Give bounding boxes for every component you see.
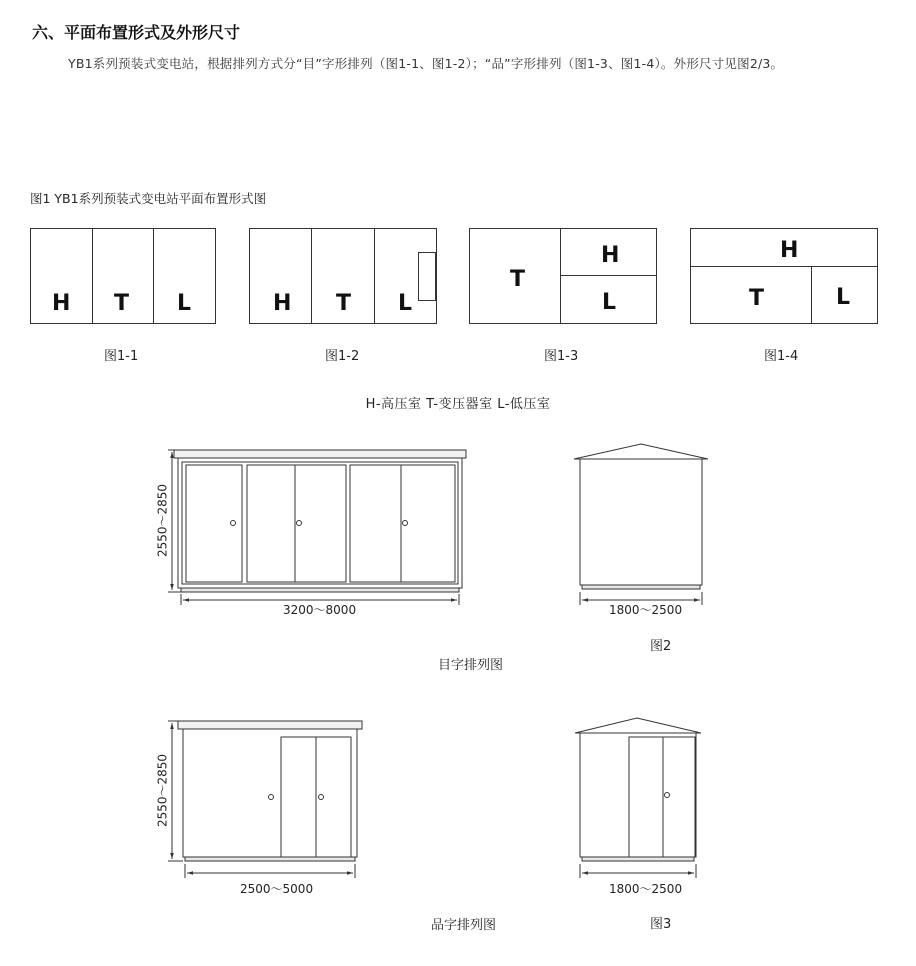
- plan-1-2-letter-t: T: [336, 291, 352, 316]
- fig3-side-elevation: [575, 718, 701, 861]
- fig2-caption: 目字排列图: [438, 658, 504, 673]
- plan-1-2-letter-h: H: [273, 291, 292, 316]
- fig3-front-elevation: [178, 721, 362, 861]
- plan-1-4-letter-t: T: [749, 286, 765, 311]
- fig2-front-elevation: [174, 450, 466, 592]
- plan-1-2-caption: 图1-2: [325, 349, 360, 364]
- plan-1-1-letter-l: L: [177, 291, 192, 316]
- plan-1-3-letter-t: T: [510, 267, 526, 292]
- plan-1-4-letter-h: H: [780, 238, 799, 263]
- fig3-caption: 品字排列图: [431, 918, 497, 933]
- fig3-side-caption: 图3: [650, 917, 672, 932]
- fig2-side-width-label: 1800～2500: [609, 603, 683, 617]
- fig3-width-label: 2500～5000: [240, 882, 314, 896]
- plan-1-3-letter-l: L: [602, 290, 617, 315]
- plan-1-1-letter-h: H: [52, 291, 71, 316]
- plan-1-4-caption: 图1-4: [764, 349, 799, 364]
- plan-1-1-letter-t: T: [114, 291, 130, 316]
- fig3-height-label: 2550～2850: [155, 753, 170, 828]
- section-heading: 六、平面布置形式及外形尺寸: [32, 23, 241, 42]
- fig3-side-width-dimension: [580, 864, 696, 878]
- fig2-side-elevation: [574, 444, 708, 589]
- plan-1-3-letter-h: H: [601, 243, 620, 268]
- plan-1-1-caption: 图1-1: [104, 349, 139, 364]
- plan-1-3-caption: 图1-3: [544, 349, 579, 364]
- fig2-height-label: 2550～2850: [155, 483, 170, 558]
- fig3-width-dimension: [185, 864, 355, 878]
- plan-1-4-letter-l: L: [836, 285, 851, 310]
- room-legend: H-高压室 T-变压器室 L-低压室: [365, 397, 551, 412]
- figure1-title: 图1 YB1系列预装式变电站平面布置形式图: [30, 191, 267, 206]
- intro-paragraph: YB1系列预装式变电站，根据排列方式分“目”字形排列（图1-1、图1-2）；“品”字形排列（图1-3、图1-4）。外形尺寸见图2/3。: [68, 56, 784, 71]
- fig2-width-label: 3200～8000: [283, 603, 357, 617]
- plan-1-2-letter-l: L: [398, 291, 413, 316]
- fig3-side-width-label: 1800～2500: [609, 882, 683, 896]
- fig2-side-caption: 图2: [650, 639, 672, 654]
